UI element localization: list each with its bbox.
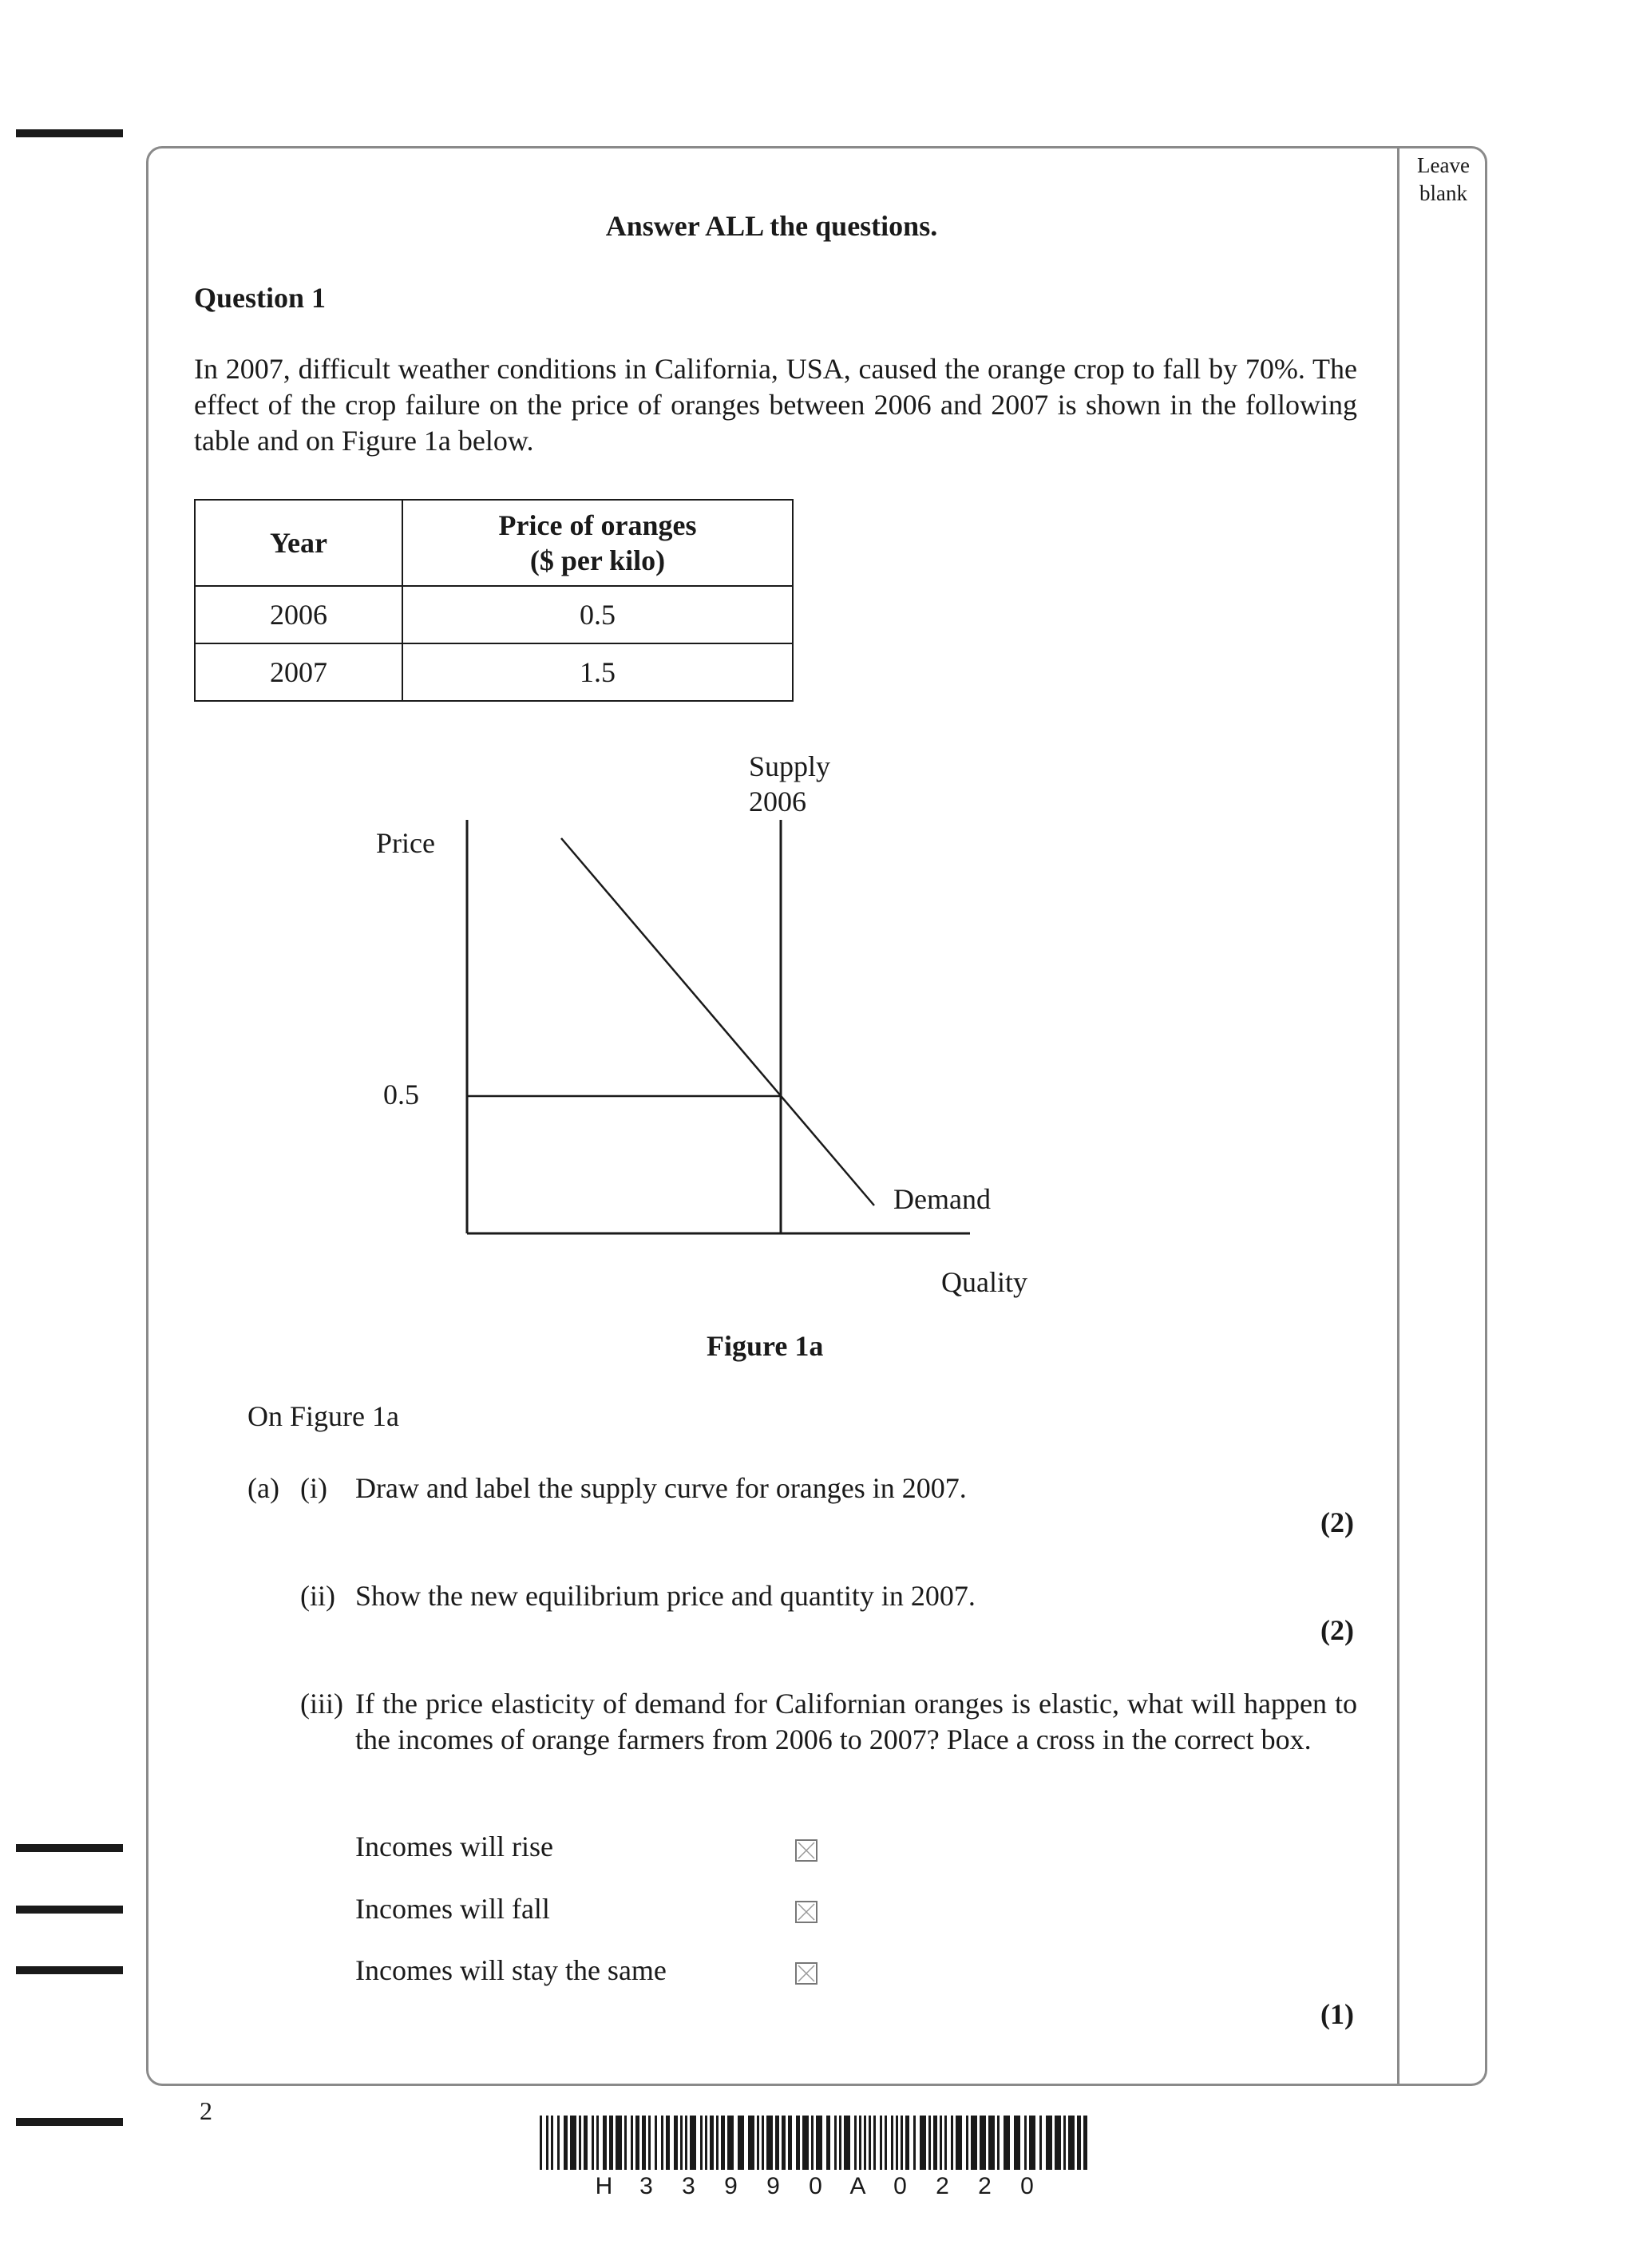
cross-box-icon [797,1902,816,1922]
barcode-bar [869,2116,871,2170]
barcode-bar [603,2116,607,2170]
barcode-bar [661,2116,663,2170]
part-a-label: (a) [247,1472,279,1504]
barcode-bar [891,2116,893,2170]
barcode-bar [788,2116,792,2170]
barcode-bar [933,2116,937,2170]
barcode-bar [609,2116,613,2170]
y-axis-label: Price [376,827,435,859]
year-2007: 2007 [270,656,327,688]
barcode-bar [579,2116,581,2170]
barcode-bar [905,2116,909,2170]
option-same-checkbox[interactable] [795,1962,818,1985]
barcode-bar [564,2116,568,2170]
barcode-char: 9 [724,2173,738,2199]
barcode-bar [1046,2116,1052,2170]
barcode-bar [1024,2116,1027,2170]
barcode-bar [635,2116,639,2170]
barcode-bar [913,2116,916,2170]
barcode-bar [940,2116,942,2170]
barcode-bar [705,2116,707,2170]
demand-line [561,838,874,1205]
barcode-bar [928,2116,931,2170]
barcode-bar [980,2116,986,2170]
margin-mark-bottom [16,2118,123,2126]
part-iii-text: If the price elasticity of demand for Californian oranges is elastic, what will happen to the incomes of orange farmers from 2006 to 2007? Place a cross in the correct box. [355,1688,1357,1755]
y-tick-label: 0.5 [383,1079,419,1110]
barcode-bar [1014,2116,1020,2170]
barcode-bar [748,2116,754,2170]
header-price-line1: Price of oranges [498,509,697,541]
barcode-char: H [595,2173,613,2199]
figure-caption: Figure 1a [707,1330,824,1362]
header-year-text: Year [270,527,327,559]
barcode-char: 0 [893,2173,907,2199]
barcode-bar [648,2116,651,2170]
barcode-bar [1055,2116,1061,2170]
barcode-text [583,2173,1048,2200]
barcode-bar [674,2116,678,2170]
barcode-bar [685,2116,687,2170]
instructions-heading: Answer ALL the questions. [605,210,938,242]
question-intro: In 2007, difficult weather conditions in California, USA, caused the orange crop to fall by 70%. The effect of the crop failure on the price of oranges between 2006 and 2007 is shown in the following table and on Figure 1a below. [194,353,1357,457]
supply-label-line1: Supply [749,750,831,782]
part-iii-label: (iii) [300,1688,343,1720]
barcode-bar [802,2116,809,2170]
barcode-bar [839,2116,841,2170]
barcode-char: 9 [766,2173,780,2199]
barcode-bar [546,2116,548,2170]
option-rise-checkbox[interactable] [795,1839,818,1862]
barcode-bar [951,2116,953,2170]
barcode-bar [1083,2116,1087,2170]
barcode-bar [616,2116,622,2170]
part-i-marks: (2) [1320,1506,1354,1538]
barcode-bar [584,2116,588,2170]
barcode-bar [690,2116,696,2170]
option-rise-label: Incomes will rise [355,1831,553,1862]
barcode-bar [988,2116,995,2170]
part-ii-text: Show the new equilibrium price and quantity in 2007. [355,1580,976,1612]
demand-label: Demand [893,1183,991,1215]
barcode-bar [782,2116,786,2170]
barcode-bar [1068,2116,1075,2170]
margin-mark-1 [16,1844,123,1852]
barcode-bar [997,2116,1000,2170]
barcode-char: 2 [978,2173,992,2199]
cross-box-icon [797,1964,816,1983]
header-price-line2: ($ per kilo) [529,544,666,576]
barcode-bar [834,2116,837,2170]
option-fall-label: Incomes will fall [355,1893,550,1925]
barcode-bar [885,2116,887,2170]
barcode-bar [896,2116,898,2170]
margin-mark-3 [16,1966,123,1974]
barcode-bar [826,2116,830,2170]
barcode-bar [811,2116,814,2170]
barcode-bar [844,2116,850,2170]
year-2006: 2006 [270,599,327,631]
barcode-bar [540,2116,542,2170]
option-same-label: Incomes will stay the same [355,1954,667,1986]
barcode-bar [710,2116,714,2170]
barcode-bar [592,2116,594,2170]
margin-mark-2 [16,1906,123,1914]
cross-box-icon [797,1841,816,1860]
barcode-bar [551,2116,553,2170]
page-number: 2 [200,2096,212,2125]
price-2007: 1.5 [580,656,616,688]
barcode-bar [1029,2116,1035,2170]
barcode-bar [570,2116,576,2170]
barcode-bar [1039,2116,1042,2170]
barcode-bar [1063,2116,1066,2170]
barcode-bar [880,2116,882,2170]
barcode-bar [642,2116,646,2170]
part-ii-marks: (2) [1320,1614,1354,1646]
barcode-bar [716,2116,719,2170]
option-fall-checkbox[interactable] [795,1901,818,1923]
barcode-bar [666,2116,670,2170]
barcode-char: 0 [1020,2173,1034,2199]
barcode-bar [864,2116,866,2170]
part-iii-marks: (1) [1320,1998,1354,2030]
barcode-bar [700,2116,703,2170]
barcode-bar [727,2116,734,2170]
barcode-char: 3 [682,2173,695,2199]
barcode-bar [557,2116,560,2170]
barcode-char: 2 [936,2173,949,2199]
barcode-bar [859,2116,861,2170]
barcode-bar [596,2116,599,2170]
barcode-icon [540,2116,1091,2170]
supply-label-line2: 2006 [749,786,806,817]
barcode-bar [624,2116,627,2170]
barcode-bar [816,2116,822,2170]
barcode-bar [966,2116,968,2170]
barcode-bar [796,2116,800,2170]
barcode-bar [762,2116,764,2170]
barcode-char: 0 [809,2173,822,2199]
barcode-bar [631,2116,633,2170]
barcode-char: 3 [639,2173,653,2199]
barcode-bar [721,2116,725,2170]
barcode-bar [956,2116,962,2170]
barcode-bar [766,2116,773,2170]
part-i-text: Draw and label the supply curve for oranges in 2007. [355,1472,967,1504]
barcode-bar [1077,2116,1081,2170]
barcode-bar [854,2116,857,2170]
barcode-bar [680,2116,683,2170]
question-title: Question 1 [194,282,327,314]
barcode-bar [944,2116,947,2170]
barcode-bar [901,2116,903,2170]
barcode-bar [873,2116,876,2170]
price-2006: 0.5 [580,599,616,631]
barcode-bar [1004,2116,1010,2170]
barcode-bar [757,2116,759,2170]
barcode-bar [971,2116,977,2170]
barcode-bar [920,2116,926,2170]
leave-blank-text: Leave blank [1417,153,1470,205]
part-i-label: (i) [300,1472,327,1504]
x-axis-label: Quality [941,1266,1027,1298]
barcode-char: A [849,2173,866,2199]
barcode-bar [738,2116,744,2170]
part-ii-label: (ii) [300,1580,335,1612]
parts-lead: On Figure 1a [247,1400,399,1432]
barcode-bar [775,2116,779,2170]
barcode-bar [655,2116,657,2170]
